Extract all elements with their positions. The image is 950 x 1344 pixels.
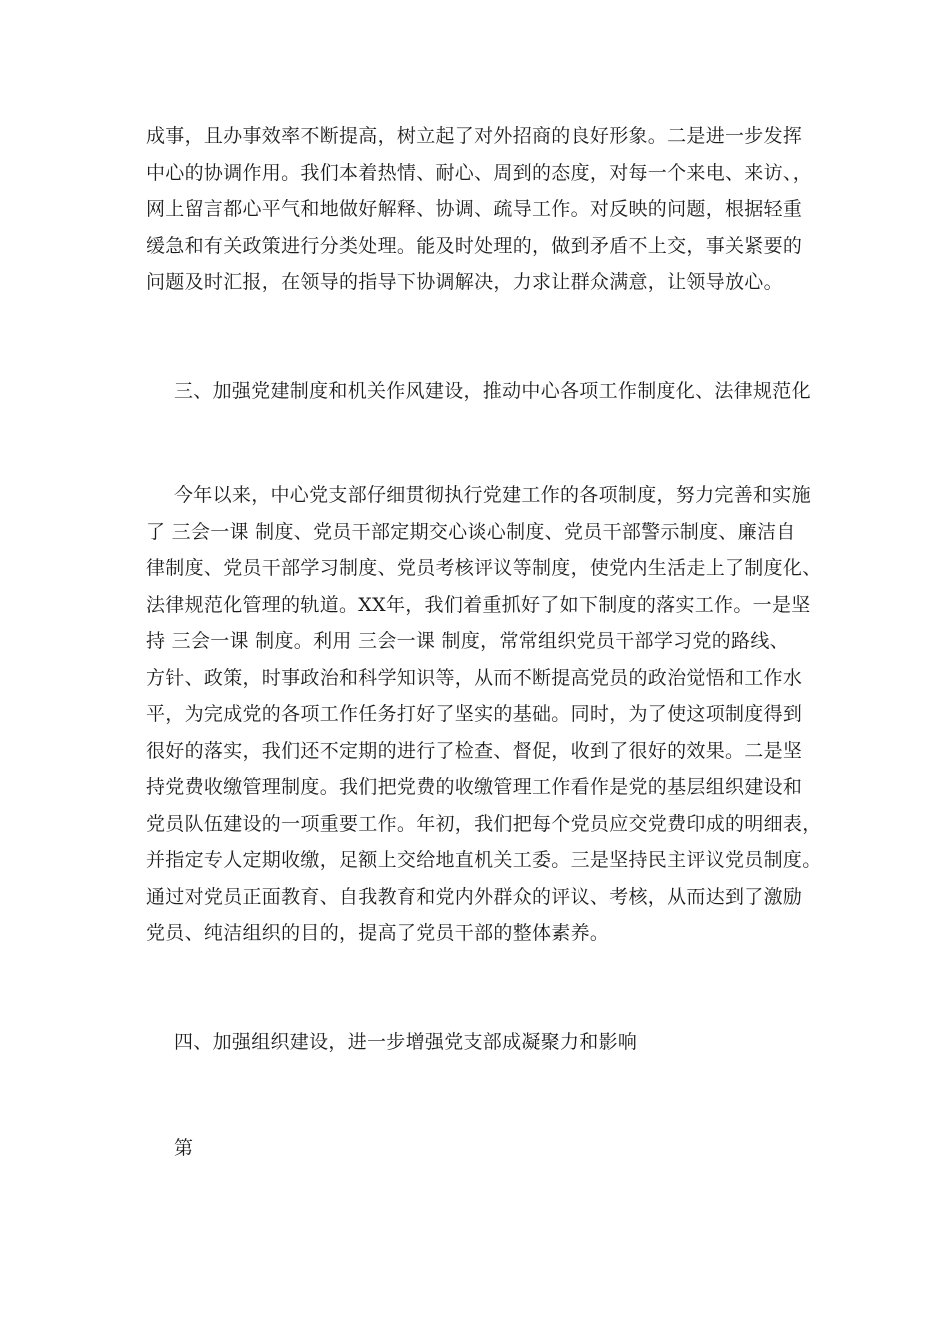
- paragraph-1-line-2: 中心的协调作用。我们本着热情、耐心、周到的态度，对每一个来电、来访、，: [146, 162, 813, 184]
- paragraph-2-line-11: 并指定专人定期收缴，足额上交给地直机关工委。三是坚持民主评议党员制度。: [146, 849, 822, 871]
- paragraph-2-line-13: 党员、纯洁组织的目的，提高了党员干部的整体素养。: [146, 922, 610, 944]
- paragraph-2-line-3: 律制度、党员干部学习制度、党员考核评议等制度，使党内生活走上了制度化、: [146, 557, 822, 579]
- paragraph-2-line-2: 了 三会一课 制度、党员干部定期交心谈心制度、党员干部警示制度、廉洁自: [146, 521, 796, 543]
- paragraph-2-line-8: 很好的落实，我们还不定期的进行了检查、督促，收到了很好的效果。二是坚: [146, 740, 803, 762]
- section-heading-3: 三、加强党建制度和机关作风建设，推动中心各项工作制度化、法律规范化: [174, 380, 811, 402]
- paragraph-1-line-1: 成事，且办事效率不断提高，树立起了对外招商的良好形象。二是进一步发挥: [146, 125, 803, 147]
- paragraph-2-line-9: 持党费收缴管理制度。我们把党费的收缴管理工作看作是党的基层组织建设和: [146, 776, 803, 798]
- section-heading-4: 四、加强组织建设，进一步增强党支部成凝聚力和影响: [174, 1031, 638, 1053]
- paragraph-1-line-5: 问题及时汇报，在领导的指导下协调解决，力求让群众满意，让领导放心。: [146, 271, 783, 293]
- paragraph-2-line-10: 党员队伍建设的一项重要工作。年初，我们把每个党员应交党费印成的明细表，: [146, 813, 822, 835]
- paragraph-2-line-5: 持 三会一课 制度。利用 三会一课 制度，常常组织党员干部学习党的路线、: [146, 630, 789, 652]
- paragraph-2-line-6: 方针、政策，时事政治和科学知识等，从而不断提高党员的政治觉悟和工作水: [146, 667, 803, 689]
- paragraph-2-line-1: 今年以来，中心党支部仔细贯彻执行党建工作的各项制度，努力完善和实施: [174, 484, 811, 506]
- paragraph-2-line-7: 平，为完成党的各项工作任务打好了坚实的基础。同时，为了使这项制度得到: [146, 703, 803, 725]
- trailing-fragment: 第: [174, 1137, 194, 1159]
- paragraph-2-line-4: 法律规范化管理的轨道。XX年，我们着重抓好了如下制度的落实工作。一是坚: [146, 594, 811, 616]
- paragraph-2-line-12: 通过对党员正面教育、自我教育和党内外群众的评议、考核，从而达到了激励: [146, 886, 803, 908]
- paragraph-1-line-3: 网上留言都心平气和地做好解释、协调、疏导工作。对反映的问题，根据轻重: [146, 198, 803, 220]
- paragraph-1-line-4: 缓急和有关政策进行分类处理。能及时处理的，做到矛盾不上交，事关紧要的: [146, 235, 803, 257]
